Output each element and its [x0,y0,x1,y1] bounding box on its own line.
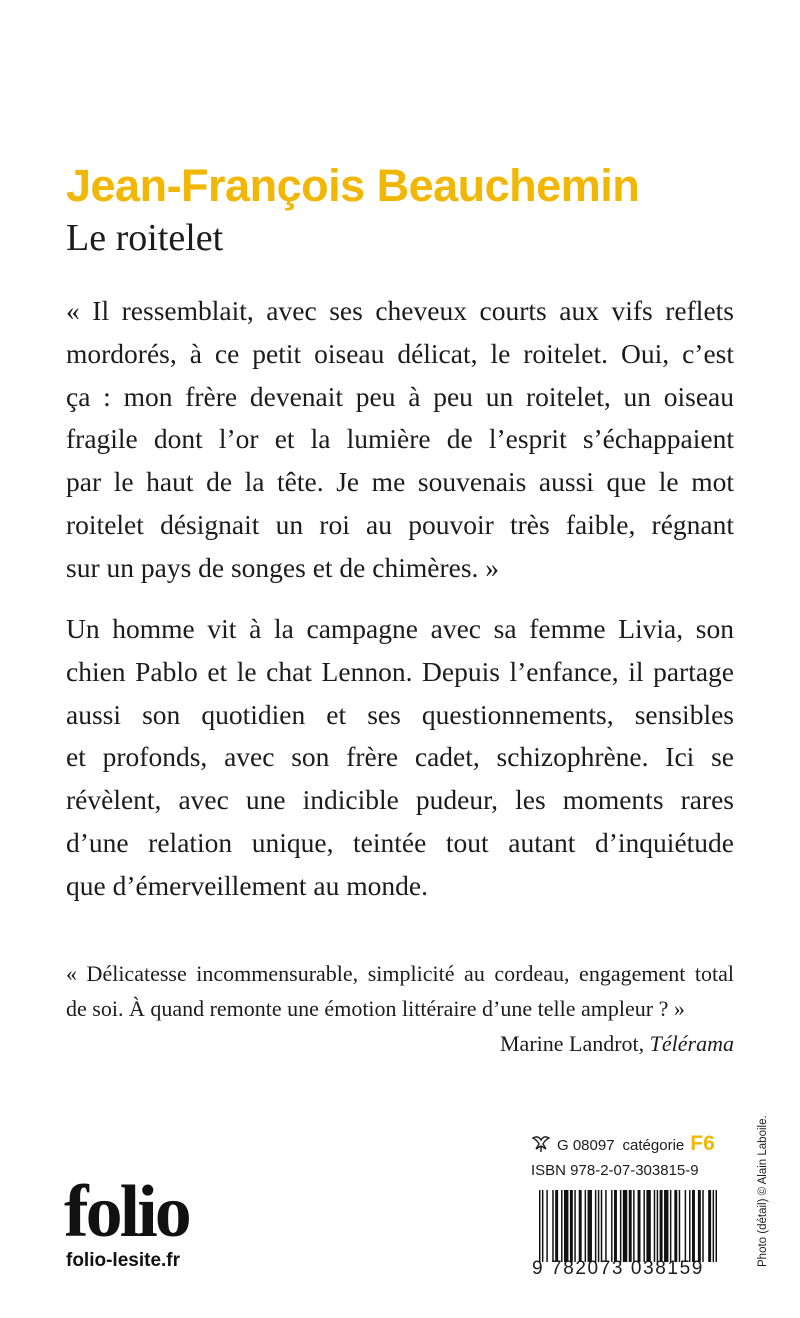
book-author: Jean-François Beauchemin [66,160,640,211]
isbn: ISBN 978-2-07-303815-9 [531,1162,699,1179]
text-line: et profonds, avec son frère cadet, schizophrène. Ici se [66,741,734,773]
text-line: chien Pablo et le chat Lennon. Depuis l’enfance, il partage [66,655,734,687]
excerpt-quote [66,290,734,590]
catalog-row [531,1132,715,1156]
catalog-number: G 08097 [557,1137,615,1154]
critic-name: Marine Landrot, [500,1031,645,1056]
category-code: F6 [690,1132,715,1155]
publisher-website[interactable]: folio-lesite.fr [66,1250,181,1271]
text-line: roitelet désignait un roi au pouvoir très faible, régnant [66,508,734,540]
folio-logo: folio [64,1171,189,1253]
photo-credit: Photo (détail) © Alain Laboile. [757,1115,769,1267]
book-summary [66,608,734,908]
review-line: de soi. À quand remonte une émotion littéraire d’une telle ampleur ? » [66,996,685,1021]
folio-bird-icon [531,1135,551,1153]
text-line: par le haut de la tête. Je me souvenais aussi que le mot [66,466,734,498]
barcode-digits: 9 782073 038159 [532,1258,704,1279]
text-line: révèlent, avec une indicible pudeur, les moments rares [66,784,734,816]
press-review [66,956,734,1061]
text-line: ça : mon frère devenait peu à peu un roitelet, un oiseau [66,380,734,412]
catalog-info [531,1132,715,1179]
text-line: aussi son quotidien et ses questionnements, sensibles [66,698,734,730]
review-line: « Délicatesse incommensurable, simplicité au cordeau, engagement total [66,961,734,986]
text-line: fragile dont l’or et la lumière de l’esprit s’échappaient [66,423,734,455]
text-line: Un homme vit à la campagne avec sa femme Livia, son [66,613,734,644]
text-line: que d’émerveillement au monde. [66,869,428,901]
barcode [539,1190,717,1262]
category-label: catégorie [622,1137,685,1154]
text-line: mordorés, à ce petit oiseau délicat, le roitelet. Oui, c’est [66,337,734,369]
text-line: sur un pays de songes et de chimères. » [66,551,500,583]
text-line: « Il ressemblait, avec ses cheveux courts aux vifs reflets [66,295,734,326]
text-line: d’une relation unique, teintée tout autant d’inquiétude [66,826,734,858]
publication-name: Télérama [649,1031,734,1056]
review-source [66,1026,734,1061]
book-title: Le roitelet [66,217,224,259]
